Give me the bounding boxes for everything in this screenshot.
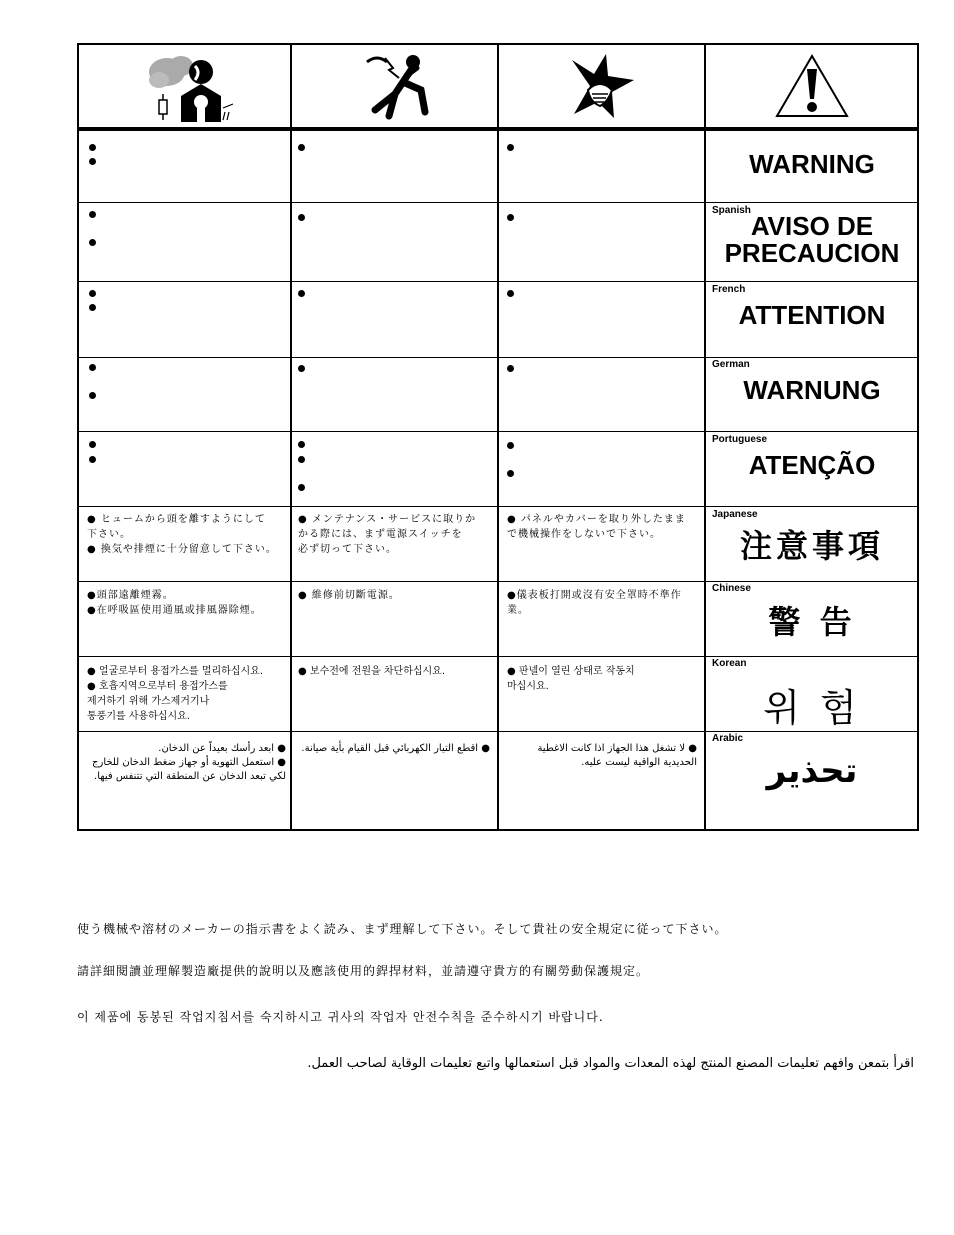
footer-arabic-instructions: اقرأ بتمعن وافهم تعليمات المصنع المنتج لهذه المعدات والمواد قبل استعمالها واتبع تعليمات الوقاية لصاحب العمل. [307, 1056, 914, 1071]
korean-panel-instructions: ● 판넬이 열린 상태로 작동치 마십시요. [507, 666, 635, 692]
japanese-panel-instructions: ● パネルやカバーを取り外したまま で機械操作をしないで下さい。 [507, 514, 686, 540]
bullet [507, 144, 514, 151]
bullet [89, 304, 96, 311]
warning-word-english: WARNING [749, 149, 875, 179]
bullet [89, 456, 96, 463]
warning-word-chinese: 警 告 [768, 603, 856, 641]
footer-korean-instructions: 이 제품에 동봉된 작업지침서를 숙지하시고 귀사의 작업자 안전수칙을 준수하시기 바랍니다. [77, 1010, 604, 1024]
japanese-power-instructions: ● メンテナンス・サービスに取りか かる際には、まず電源スイッチを 必ず切って下さい。 [298, 514, 477, 555]
warning-word-portuguese: ATENÇÃO [748, 450, 876, 480]
korean-fumes-instructions: ● 얼굴로부터 용접가스를 멀리하십시요. ● 호흡지역으로부터 용접가스를 제거하기 위해 가스제거기나 통풍기를 사용하십시요. [87, 666, 264, 722]
warning-word-french: ATTENTION [738, 300, 886, 330]
bullet [89, 441, 96, 448]
bullet [89, 211, 96, 218]
warning-word-japanese: 注意事項 [739, 527, 884, 565]
bullet [298, 365, 305, 372]
bullet [507, 365, 514, 372]
bullet [298, 441, 305, 448]
electric-shock-icon [292, 45, 497, 127]
bullet [298, 290, 305, 297]
arabic-panel-instructions: ● لا تشغل هذا الجهاز اذا كانت الاغطية الحديدية الواقية ليست عليه. [537, 743, 697, 768]
arabic-fumes-instructions: ● ابعد رأسك بعيداً عن الدخان. ● استعمل التهوية أو جهاز ضغط الدخان للخارج لكي تبعد الدخان عن المنطقة التي تتنفس فيها. [92, 743, 286, 782]
warning-word-spanish: AVISO DE PRECAUCION [724, 211, 900, 268]
fume-breathing-icon [79, 45, 290, 127]
bullet [298, 456, 305, 463]
language-label-chinese: Chinese [712, 583, 751, 594]
bullet [89, 392, 96, 399]
warning-word-korean: 위 험 [763, 686, 861, 730]
column-divider [497, 45, 499, 829]
bullet [507, 470, 514, 477]
korean-power-instructions: ● 보수전에 전원을 차단하십시요. [298, 666, 446, 677]
bullet [507, 290, 514, 297]
chinese-fumes-instructions: ●頭部遠離煙霧。 ●在呼吸區使用通風或排風器除煙。 [87, 590, 262, 616]
bullet [507, 214, 514, 221]
warning-word-arabic: تحذير [766, 751, 858, 791]
footer-japanese-instructions: 使う機械や溶材のメーカーの指示書をよく読み、まず理解して下さい。そして貴社の安全規定に従って下さい。 [77, 922, 728, 936]
bullet [89, 290, 96, 297]
bullet [507, 442, 514, 449]
bullet [89, 158, 96, 165]
language-label-german: German [712, 359, 750, 370]
footer-chinese-instructions: 請詳細閱讀並理解製造廠提供的說明以及應該使用的銲捍材料，並請遵守貴方的有關勞動保護規定。 [77, 964, 650, 978]
language-label-korean: Korean [712, 658, 747, 669]
bullet [89, 239, 96, 246]
language-label-portuguese: Portuguese [712, 434, 768, 445]
chinese-power-instructions: ● 維修前切斷電源。 [298, 590, 400, 601]
language-label-spanish: Spanish [712, 205, 751, 216]
language-label-french: French [712, 284, 746, 295]
bullet [89, 144, 96, 151]
language-label-japanese: Japanese [712, 509, 758, 520]
hand-caught-icon [499, 45, 704, 127]
arabic-power-instructions: ● اقطع التيار الكهربائي قبل القيام بأية صيانة. [301, 743, 490, 754]
bullet [298, 214, 305, 221]
bullet [89, 364, 96, 371]
japanese-fumes-instructions: ● ヒュームから頭を離すようにして 下さい。 ● 換気や排煙に十分留意して下さい。 [87, 514, 277, 555]
warning-word-german: WARNUNG [743, 375, 881, 405]
bullet [298, 484, 305, 491]
warning-triangle-icon [706, 45, 917, 127]
bullet [298, 144, 305, 151]
safety-warning-table [77, 43, 919, 831]
chinese-panel-instructions: ●儀表板打開或沒有安全罩時不準作 業。 [507, 590, 682, 616]
language-label-arabic: Arabic [712, 733, 744, 744]
